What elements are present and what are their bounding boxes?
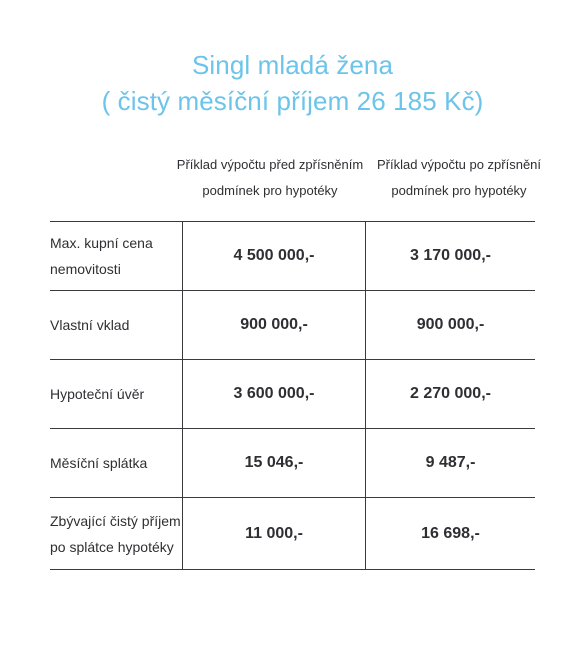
column-header-after-line1: Příklad výpočtu po zpřísnění xyxy=(376,157,542,172)
value-before: 11 000,- xyxy=(182,498,365,569)
column-header-before-line1: Příklad výpočtu před zpřísněním xyxy=(176,157,364,172)
column-header-after xyxy=(364,152,554,204)
row-label-line1: Vlastní vklad xyxy=(50,317,130,333)
value-after: 9 487,- xyxy=(365,429,535,497)
value-before: 900 000,- xyxy=(182,291,365,359)
comparison-table xyxy=(50,221,535,570)
page-subtitle: ( čistý měsíční příjem 26 185 Kč) xyxy=(101,86,484,116)
value-before: 4 500 000,- xyxy=(182,222,365,290)
row-label-line1: Zbývající čistý příjem xyxy=(50,512,181,529)
table-row-mortgage-loan xyxy=(50,360,535,429)
value-after: 900 000,- xyxy=(365,291,535,359)
table-row-remaining-income xyxy=(50,498,535,570)
row-label-line1: Max. kupní cena xyxy=(50,235,153,251)
table-row-monthly-payment xyxy=(50,429,535,498)
column-header-before xyxy=(170,152,370,204)
column-header-before-line2: podmínek pro hypotéky xyxy=(202,183,338,198)
row-label xyxy=(50,222,182,290)
row-label-line1: Hypoteční úvěr xyxy=(50,386,145,402)
column-header-after-line2: podmínek pro hypotéky xyxy=(391,183,527,198)
row-label-line2: nemovitosti xyxy=(50,261,121,277)
row-label-line1: Měsíční splátka xyxy=(50,455,148,471)
value-after: 2 270 000,- xyxy=(365,360,535,428)
row-label xyxy=(50,360,182,428)
value-before: 3 600 000,- xyxy=(182,360,365,428)
table-row-own-deposit xyxy=(50,291,535,360)
row-label-line2: po splátce hypotéky xyxy=(50,538,174,555)
row-label xyxy=(50,429,182,497)
row-label xyxy=(50,498,182,569)
page-title: Singl mladá žena xyxy=(191,50,394,80)
value-after: 3 170 000,- xyxy=(365,222,535,290)
value-before: 15 046,- xyxy=(182,429,365,497)
value-after: 16 698,- xyxy=(365,498,535,569)
row-label xyxy=(50,291,182,359)
table-row-max-price xyxy=(50,222,535,291)
